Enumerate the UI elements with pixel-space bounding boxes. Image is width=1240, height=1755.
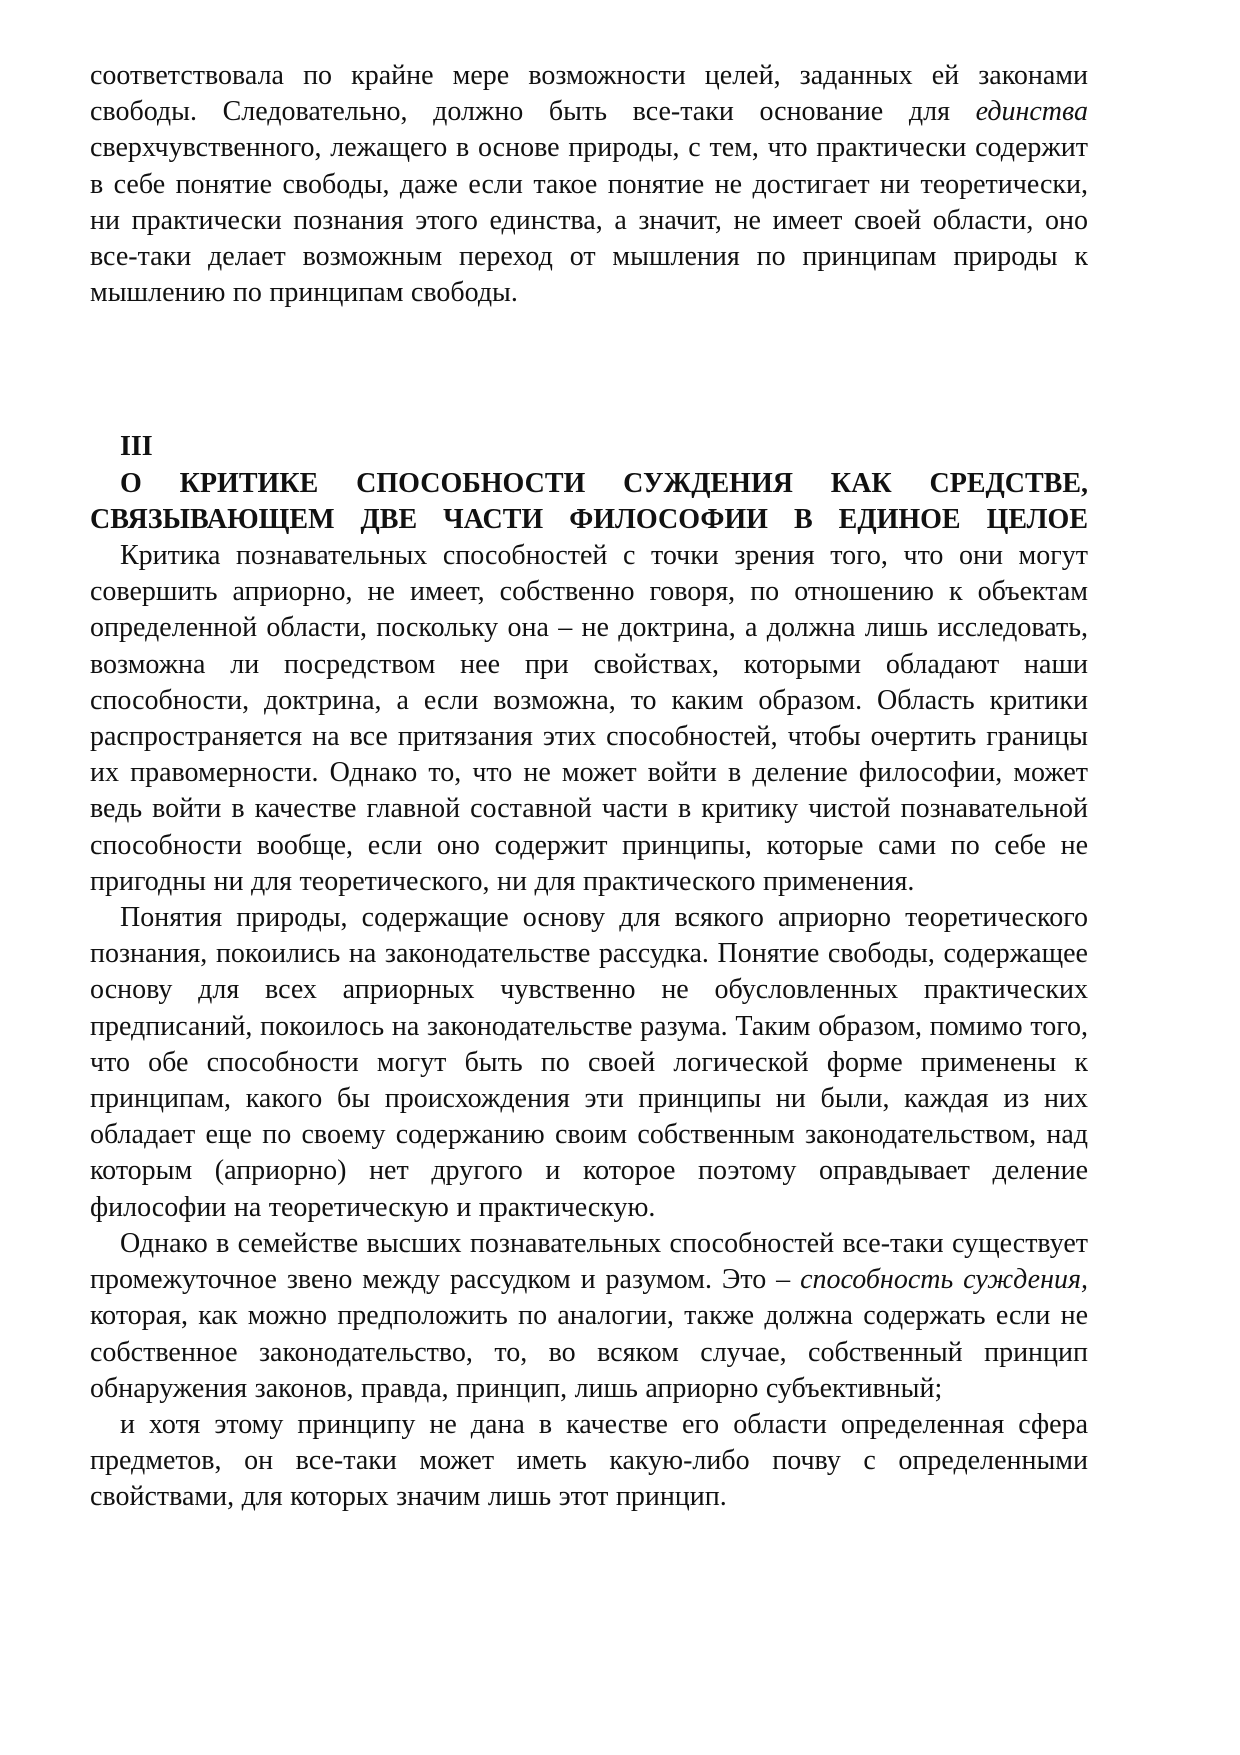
- section-heading-block: [90, 429, 1088, 538]
- paragraph-critique: Критика познавательных способностей с точки зрения того, что они могут совершить априорно, не имеет, собственно говоря, по отношению к объектам определенной области, поскольку она – не доктрина, а должна лишь исследовать, возможна ли посредством нее при свойствах, которыми обладают наши способности, доктрина, а если возможна, то каким образом. Область критики распространяется на все притязания этих способностей, чтобы очертить границы их правомерности. Однако то, что не может войти в деление философии, может ведь войти в качестве главной составной части в критику чистой познавательной способности вообще, если оно содержит принципы, которые сами по себе не пригодны ни для теоретического, ни для практического применения.: [90, 540, 1088, 897]
- section-title-line-2: СВЯЗЫВАЮЩЕМ ДВЕ ЧАСТИ ФИЛОСОФИИ В ЕДИНОЕ ЦЕЛОЕ: [90, 503, 1088, 535]
- paragraph-text: Однако в семействе высших познавательных способностей все-таки существует промежуточное звено между рассудком и разумом. Это –: [90, 1227, 1088, 1296]
- section-title-line-1: О КРИТИКЕ СПОСОБНОСТИ СУЖДЕНИЯ КАК СРЕДСТВЕ,: [120, 467, 1088, 499]
- document-page: [90, 58, 1088, 1516]
- paragraph-principle: и хотя этому принципу не дана в качестве его области определенная сфера предметов, он все-таки может иметь какую-либо почву с определенными свойствами, для которых значим лишь этот принцип.: [90, 1408, 1088, 1513]
- paragraph-concepts: Понятия природы, содержащие основу для всякого априорно теоретического познания, покоились на законодательстве рассудка. Понятие свободы, содержащее основу для всех априорных чувственно не обусловленных практических предписаний, покоилось на законодательстве разума. Таким образом, помимо того, что обе способности могут быть по своей логической форме применены к принципам, какого бы происхождения эти принципы ни были, каждая из них обладает еще по своему содержанию своим собственным законодательством, над которым (априорно) нет другого и которое поэтому оправдывает деление философии на теоретическую и практическую.: [90, 902, 1088, 1223]
- italic-term-unity: единства: [975, 96, 1088, 128]
- section-number: III: [120, 431, 153, 463]
- paragraph-text-after: которая, как можно предположить по аналогии, также должна содержать если не собственное законодательство, то, во всяком случае, собственный принцип обнаружения законов, правда, принцип, лишь априорно субъективный;: [90, 1300, 1088, 1404]
- paragraph-continuation: [90, 58, 1088, 311]
- paragraph-judgment: [90, 1226, 1088, 1407]
- paragraph-text-after: сверхчувственного, лежащего в основе природы, с тем, что практически содержит в себе понятие свободы, даже если такое понятие не достигает ни теоретически, ни практически познания этого единства, а значит, не имеет своей области, оно все-таки делает возможным переход от мышления по принципам природы к мышлению по принципам свободы.: [90, 132, 1088, 309]
- paragraph-text: соответствовала по крайне мере возможности целей, заданных ей законами свободы. Следовательно, должно быть все-таки основание для: [90, 60, 1088, 128]
- italic-term-judgment: способность суждения,: [800, 1264, 1088, 1296]
